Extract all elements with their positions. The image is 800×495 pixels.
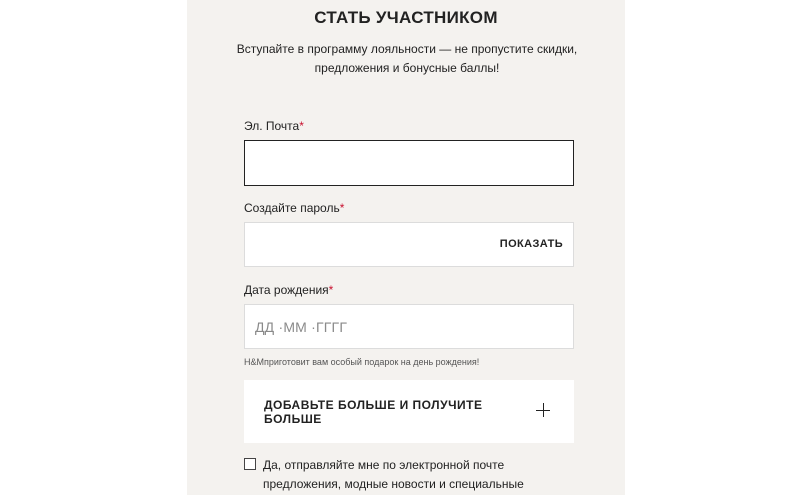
form-subtitle: [227, 40, 587, 78]
newsletter-consent-text: [263, 456, 563, 494]
subtitle-line-2: предложения и бонусные баллы!: [314, 61, 500, 75]
newsletter-checkbox[interactable]: [244, 458, 256, 470]
password-field[interactable]: [244, 222, 574, 267]
birthdate-label: [244, 283, 333, 297]
birthdate-label-text: Дата рождения: [244, 283, 329, 297]
birthdate-field[interactable]: [244, 304, 574, 349]
email-label: [244, 119, 304, 133]
email-field[interactable]: [244, 140, 574, 186]
accordion-title: [264, 398, 504, 426]
accordion-title-line-1: ДОБАВЬТЕ БОЛЬШЕ И ПОЛУЧИТЕ: [264, 398, 483, 412]
email-label-text: Эл. Почта: [244, 119, 300, 133]
registration-panel: [187, 0, 625, 495]
birthdate-placeholder: ДД ·ММ ·ГГГГ: [255, 319, 348, 335]
show-password-button[interactable]: ПОКАЗАТЬ: [499, 238, 563, 250]
newsletter-text-line-1: Да, отправляйте мне по электронной почте: [263, 458, 505, 472]
add-more-accordion[interactable]: [244, 380, 574, 443]
newsletter-text-line-2: предложения, модные новости и специальные: [263, 477, 524, 491]
password-label-text: Создайте пароль: [244, 201, 340, 215]
birthdate-required-mark: *: [328, 283, 334, 297]
plus-icon[interactable]: [536, 403, 550, 417]
email-required-mark: *: [299, 119, 304, 133]
password-label: [244, 201, 344, 215]
subtitle-line-1: Вступайте в программу лояльности — не пропустите скидки,: [236, 42, 578, 56]
password-required-mark: *: [339, 201, 345, 215]
form-title: СТАТЬ УЧАСТНИКОМ: [314, 8, 498, 27]
birthdate-hint: H&Mприготовит вам особый подарок на день рождения!: [244, 357, 480, 367]
accordion-title-line-2: БОЛЬШЕ: [264, 412, 322, 426]
